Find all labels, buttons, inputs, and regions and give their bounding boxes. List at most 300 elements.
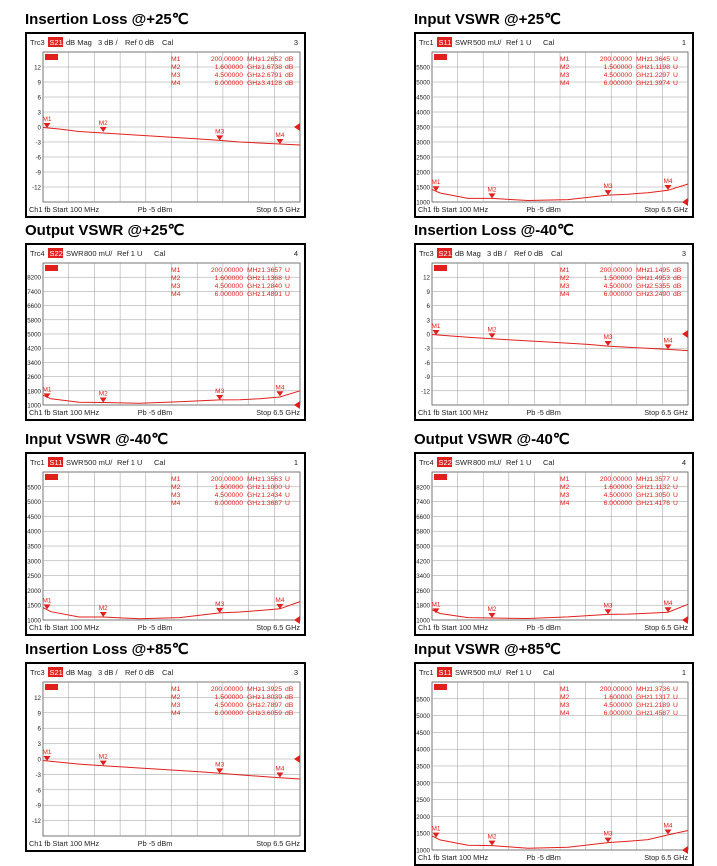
marker-label: M1 [42, 386, 52, 394]
marker-table-vunit: U [285, 267, 290, 274]
y-tick-label: 6600 [27, 303, 41, 311]
scale-label: 3 dB / [98, 668, 118, 677]
marker-table-freq: 1.500000 [603, 64, 632, 71]
marker-table-value: -2.6791 [258, 72, 282, 79]
marker-triangle [605, 190, 612, 195]
marker-table-vunit: U [285, 291, 290, 298]
marker-table-freq: 200.00000 [599, 56, 632, 63]
y-tick-label: 2000 [416, 169, 430, 177]
marker-label: M2 [98, 390, 108, 398]
marker-table-freq: 1.600000 [214, 484, 243, 491]
y-tick-label: 1000 [416, 199, 430, 207]
y-tick-label: 4000 [416, 109, 430, 117]
marker-table-value: 1.2189 [649, 702, 670, 709]
marker-table-vunit: U [285, 476, 290, 483]
marker-table-value: 1.2434 [261, 492, 282, 499]
channel-number: 1 [293, 458, 298, 467]
power-label: Pb -5 dBm [526, 853, 561, 862]
channel-number: 4 [681, 458, 686, 467]
marker-table-freq: 1.600000 [214, 275, 243, 282]
cal-label: Cal [154, 458, 166, 467]
y-tick-label: 3400 [416, 573, 430, 581]
marker-table-value: 1.3687 [261, 500, 282, 507]
marker-table-unit: GHz [247, 484, 261, 491]
marker-triangle [100, 761, 107, 766]
y-tick-label: -12 [421, 388, 430, 396]
marker-table-unit: MHz [247, 56, 261, 63]
trace-label: Trc4 [419, 458, 434, 467]
marker-table-vunit: U [673, 492, 678, 499]
marker-table-vunit: dB [673, 275, 682, 282]
ref-label: Ref 0 dB [125, 668, 155, 677]
y-tick-label: 0 [37, 124, 41, 132]
marker-table-value: 1.3974 [649, 80, 670, 87]
cal-label: Cal [162, 38, 174, 47]
marker-label: M1 [431, 322, 441, 330]
panel-title: Output VSWR @-40℃ [414, 431, 570, 448]
marker-table-vunit: U [285, 484, 290, 491]
marker-table-vunit: U [285, 500, 290, 507]
analyzer-screen [25, 452, 306, 636]
marker-table-vunit: U [673, 56, 678, 63]
y-tick-label: 0 [426, 331, 430, 339]
marker-table-vunit: dB [285, 64, 294, 71]
y-tick-label: 4000 [27, 528, 41, 536]
marker-table-label: M1 [171, 476, 181, 483]
analyzer-screen [25, 662, 306, 852]
y-tick-label: -9 [35, 169, 41, 177]
chart-insertion-loss-m40c [416, 245, 692, 419]
marker-table-value: -2.5355 [646, 283, 670, 290]
param-label: S21 [49, 668, 63, 677]
marker-triangle [216, 608, 223, 613]
marker-table-freq: 200.00000 [210, 686, 243, 693]
marker-table-vunit: dB [285, 56, 294, 63]
marker-table-unit: GHz [247, 500, 261, 507]
y-tick-label: 4500 [416, 94, 430, 102]
marker-table-label: M1 [171, 56, 181, 63]
power-label: Pb -5 dBm [526, 408, 561, 417]
marker-table-freq: 4.500000 [603, 72, 632, 79]
trace-indicator [45, 474, 58, 480]
marker-table-unit: MHz [636, 56, 650, 63]
start-label: Ch1 fb Start 100 MHz [418, 853, 489, 862]
marker-table-unit: GHz [636, 710, 650, 717]
marker-label: M4 [275, 765, 285, 773]
marker-table-vunit: dB [285, 80, 294, 87]
reference-arrow [682, 330, 688, 338]
param-label: S22 [438, 458, 452, 467]
marker-table-value: 1.1198 [649, 64, 670, 71]
marker-table-label: M3 [560, 702, 570, 709]
marker-label: M3 [603, 602, 613, 610]
y-tick-label: 5500 [416, 696, 430, 704]
marker-table-value: 1.1000 [261, 484, 282, 491]
y-tick-label: 5000 [27, 499, 41, 507]
marker-table-label: M3 [171, 72, 181, 79]
marker-triangle [489, 333, 496, 338]
stop-label: Stop 6.5 GHz [256, 408, 300, 417]
marker-table-label: M4 [171, 80, 181, 87]
trace-label: Trc1 [419, 38, 434, 47]
y-tick-label: -6 [35, 154, 41, 162]
y-tick-label: -9 [35, 802, 41, 810]
marker-table-freq: 6.000000 [214, 291, 243, 298]
format-label: SWR [66, 249, 84, 258]
y-tick-label: -6 [35, 787, 41, 795]
trace-label: Trc3 [30, 38, 45, 47]
marker-table-vunit: dB [673, 291, 682, 298]
marker-table-freq: 6.000000 [603, 80, 632, 87]
marker-label: M1 [431, 179, 441, 187]
y-tick-label: 2000 [416, 813, 430, 821]
y-tick-label: 12 [423, 274, 430, 282]
y-tick-label: 1000 [27, 402, 41, 410]
marker-table-freq: 200.00000 [599, 686, 632, 693]
marker-table-freq: 6.000000 [214, 710, 243, 717]
marker-table-value: 1.3736 [649, 686, 670, 693]
y-tick-label: 4200 [416, 558, 430, 566]
marker-table-freq: 6.000000 [603, 710, 632, 717]
y-tick-label: 3000 [416, 139, 430, 147]
trace-indicator [45, 265, 58, 271]
marker-table-unit: MHz [636, 267, 650, 274]
power-label: Pb -5 dBm [137, 839, 173, 848]
trace-indicator [45, 684, 58, 690]
scale-label: 500 mU/ [473, 38, 502, 47]
y-tick-label: -3 [424, 345, 430, 353]
marker-table-unit: GHz [636, 64, 650, 71]
format-label: SWR [455, 458, 473, 467]
marker-table-value: 1.3577 [649, 476, 670, 483]
marker-triangle [100, 612, 107, 617]
marker-label: M2 [487, 326, 497, 334]
marker-label: M2 [98, 120, 108, 127]
y-tick-label: 2500 [416, 797, 430, 805]
marker-triangle [216, 395, 223, 400]
y-tick-label: 5800 [27, 317, 41, 325]
marker-table-unit: GHz [636, 72, 650, 79]
stop-label: Stop 6.5 GHz [644, 205, 688, 214]
marker-table-vunit: dB [285, 710, 294, 717]
y-tick-label: 5000 [416, 543, 430, 551]
reference-arrow [294, 755, 300, 763]
marker-label: M1 [431, 601, 441, 609]
cal-label: Cal [543, 38, 555, 47]
y-tick-label: 3 [37, 109, 41, 117]
marker-table-freq: 200.00000 [210, 476, 243, 483]
marker-triangle [216, 135, 223, 140]
scale-label: 3 dB / [98, 38, 118, 47]
y-tick-label: 1800 [416, 602, 430, 610]
marker-triangle [276, 139, 283, 144]
cal-label: Cal [162, 668, 174, 677]
marker-table-vunit: U [285, 275, 290, 282]
marker-table-unit: GHz [636, 283, 650, 290]
marker-table-label: M3 [171, 283, 181, 290]
marker-label: M4 [275, 384, 285, 392]
marker-table-label: M1 [560, 56, 570, 63]
marker-label: M3 [603, 830, 613, 838]
marker-table-unit: GHz [636, 275, 650, 282]
marker-table-freq: 4.500000 [603, 702, 632, 709]
analyzer-screen [414, 662, 694, 866]
trace-indicator [45, 54, 58, 60]
marker-table-label: M1 [171, 267, 181, 274]
y-tick-label: 3500 [27, 543, 41, 551]
marker-table-label: M3 [560, 72, 570, 79]
marker-table-label: M4 [560, 80, 570, 87]
marker-triangle [665, 830, 672, 835]
ref-label: Ref 1 U [117, 458, 143, 467]
marker-table-unit: GHz [636, 492, 650, 499]
marker-table-vunit: U [673, 80, 678, 87]
marker-table-freq: 1.600000 [603, 484, 632, 491]
marker-table-label: M3 [171, 702, 181, 709]
panel-title: Input VSWR @+85℃ [414, 641, 561, 658]
marker-label: M1 [42, 116, 52, 123]
marker-table-value: 1.3050 [649, 492, 670, 499]
y-tick-label: 3000 [416, 780, 430, 788]
reference-arrow [294, 123, 300, 131]
y-tick-label: 6 [426, 303, 430, 311]
trace-indicator [434, 474, 447, 480]
param-label: S21 [438, 249, 452, 258]
marker-table-value: 1.4587 [649, 710, 670, 717]
format-label: dB Mag [66, 38, 92, 47]
marker-triangle [665, 344, 672, 349]
marker-table-vunit: U [673, 686, 678, 693]
marker-table-freq: 1.500000 [214, 694, 243, 701]
power-label: Pb -5 dBm [137, 205, 173, 214]
marker-table-unit: GHz [636, 702, 650, 709]
channel-number: 3 [293, 38, 298, 47]
marker-table-value: -3.6059 [258, 710, 282, 717]
format-label: SWR [455, 38, 473, 47]
marker-table-value: 1.2840 [261, 283, 282, 290]
marker-table-label: M4 [171, 500, 181, 507]
y-tick-label: 2500 [27, 573, 41, 581]
marker-label: M2 [487, 186, 497, 194]
marker-table-value: 1.1317 [649, 694, 670, 701]
y-tick-label: 1500 [416, 184, 430, 192]
y-tick-label: 7400 [416, 499, 430, 507]
marker-label: M3 [215, 388, 225, 396]
marker-triangle [100, 127, 107, 132]
marker-label: M3 [215, 600, 225, 608]
scale-label: 500 mU/ [84, 458, 113, 467]
marker-table-vunit: U [673, 702, 678, 709]
marker-table-label: M3 [171, 492, 181, 499]
y-tick-label: 1000 [416, 617, 430, 625]
marker-triangle [605, 609, 612, 614]
marker-table-label: M4 [560, 710, 570, 717]
ref-label: Ref 0 dB [125, 38, 155, 47]
marker-table-label: M4 [560, 500, 570, 507]
marker-table-unit: MHz [636, 476, 650, 483]
stop-label: Stop 6.5 GHz [256, 839, 300, 848]
marker-table-value: 1.4891 [261, 291, 282, 298]
marker-table-label: M4 [560, 291, 570, 298]
cal-label: Cal [543, 458, 555, 467]
param-label: S11 [438, 38, 452, 47]
marker-label: M4 [275, 132, 285, 140]
param-label: S11 [49, 458, 63, 467]
y-tick-label: 1800 [27, 388, 41, 396]
marker-table-value: 1.1368 [261, 275, 282, 282]
marker-table-unit: GHz [247, 291, 261, 298]
marker-label: M2 [487, 605, 497, 613]
trace-label: Trc1 [30, 458, 45, 467]
marker-table-value: 1.3645 [649, 56, 670, 63]
y-tick-label: -12 [32, 818, 41, 826]
y-tick-label: 4500 [416, 729, 430, 737]
marker-table-vunit: dB [285, 686, 294, 693]
marker-table-value: -1.4953 [646, 275, 670, 282]
ref-label: Ref 1 U [506, 668, 532, 677]
y-tick-label: -6 [424, 359, 430, 367]
panel-title: Input VSWR @+25℃ [414, 11, 561, 28]
analyzer-screen [414, 452, 694, 636]
marker-label: M4 [663, 337, 673, 345]
chart-input-vswr-m40c [27, 454, 304, 634]
marker-table-freq: 1.600000 [603, 694, 632, 701]
start-label: Ch1 fb Start 100 MHz [418, 408, 489, 417]
marker-label: M3 [215, 761, 225, 769]
marker-table-value: -1.3925 [258, 686, 282, 693]
marker-table-unit: GHz [247, 694, 261, 701]
marker-table-freq: 4.500000 [214, 492, 243, 499]
marker-label: M1 [42, 597, 52, 605]
power-label: Pb -5 dBm [137, 623, 173, 632]
marker-table-value: -1.1495 [646, 267, 670, 274]
start-label: Ch1 fb Start 100 MHz [29, 408, 100, 417]
marker-table-unit: MHz [247, 267, 261, 274]
cal-label: Cal [543, 668, 555, 677]
channel-number: 1 [681, 668, 686, 677]
marker-table-freq: 1.500000 [603, 275, 632, 282]
marker-table-freq: 6.000000 [603, 291, 632, 298]
marker-table-label: M1 [560, 267, 570, 274]
marker-table-freq: 1.600000 [214, 64, 243, 71]
marker-label: M1 [431, 825, 441, 833]
param-label: S22 [49, 249, 63, 258]
marker-label: M2 [98, 605, 108, 613]
marker-table-value: -1.2652 [258, 56, 282, 63]
y-tick-label: 3 [426, 317, 430, 325]
trace-label: Trc4 [30, 249, 45, 258]
format-label: SWR [455, 668, 473, 677]
marker-table-unit: GHz [636, 500, 650, 507]
y-tick-label: 5000 [416, 713, 430, 721]
marker-label: M4 [275, 597, 285, 605]
marker-table-label: M2 [560, 694, 570, 701]
panel-title: Insertion Loss @+85℃ [25, 641, 189, 658]
marker-label: M3 [603, 334, 613, 342]
marker-table-value: -1.6738 [258, 64, 282, 71]
start-label: Ch1 fb Start 100 MHz [418, 205, 489, 214]
marker-table-freq: 6.000000 [214, 500, 243, 507]
start-label: Ch1 fb Start 100 MHz [29, 839, 100, 848]
marker-triangle [276, 773, 283, 778]
marker-table-unit: GHz [636, 291, 650, 298]
marker-triangle [216, 768, 223, 773]
marker-label: M3 [215, 128, 225, 136]
marker-table-value: -2.7897 [258, 702, 282, 709]
marker-table-vunit: dB [285, 702, 294, 709]
y-tick-label: 12 [34, 694, 41, 702]
y-tick-label: 5000 [416, 79, 430, 87]
start-label: Ch1 fb Start 100 MHz [418, 623, 489, 632]
marker-table-label: M2 [171, 64, 181, 71]
marker-table-vunit: U [673, 72, 678, 79]
analyzer-screen [25, 243, 306, 421]
marker-table-vunit: U [673, 476, 678, 483]
marker-triangle [489, 613, 496, 618]
marker-table-freq: 200.00000 [210, 56, 243, 63]
marker-label: M2 [98, 753, 108, 761]
y-tick-label: 4500 [27, 513, 41, 521]
panel-title: Insertion Loss @-40℃ [414, 222, 574, 239]
trace-label: Trc3 [419, 249, 434, 258]
marker-table-vunit: dB [673, 267, 682, 274]
y-tick-label: 1500 [416, 830, 430, 838]
chart-insertion-loss-25c [27, 34, 304, 216]
marker-table-value: 1.2297 [649, 72, 670, 79]
marker-label: M4 [663, 178, 673, 185]
marker-triangle [100, 398, 107, 403]
marker-table-label: M3 [560, 283, 570, 290]
y-tick-label: 5500 [27, 484, 41, 492]
chart-input-vswr-25c [416, 34, 692, 216]
y-tick-label: 2600 [416, 587, 430, 595]
marker-triangle [489, 841, 496, 846]
marker-table-freq: 4.500000 [603, 492, 632, 499]
format-label: dB Mag [455, 249, 481, 258]
format-label: dB Mag [66, 668, 92, 677]
stop-label: Stop 6.5 GHz [644, 853, 688, 862]
stop-label: Stop 6.5 GHz [256, 205, 300, 214]
chart-insertion-loss-85c [27, 664, 304, 850]
marker-table-freq: 200.00000 [599, 476, 632, 483]
y-tick-label: 6600 [416, 513, 430, 521]
marker-label: M4 [663, 822, 673, 830]
y-tick-label: -3 [35, 771, 41, 779]
y-tick-label: 5800 [416, 528, 430, 536]
marker-table-value: -1.8039 [258, 694, 282, 701]
y-tick-label: 9 [426, 288, 430, 296]
y-tick-label: 6 [37, 94, 41, 102]
marker-table-unit: MHz [636, 686, 650, 693]
marker-table-freq: 4.500000 [603, 283, 632, 290]
marker-triangle [605, 838, 612, 843]
y-tick-label: 1000 [416, 847, 430, 855]
y-tick-label: 1500 [27, 602, 41, 610]
marker-table-unit: GHz [247, 492, 261, 499]
marker-table-value: -3.4128 [258, 80, 282, 87]
marker-table-unit: GHz [247, 275, 261, 282]
marker-table-value: -3.2490 [646, 291, 670, 298]
marker-table-freq: 6.000000 [603, 500, 632, 507]
trace-indicator [434, 684, 447, 690]
y-tick-label: 0 [37, 756, 41, 764]
marker-table-label: M1 [560, 686, 570, 693]
y-tick-label: -12 [32, 184, 41, 192]
marker-triangle [605, 341, 612, 346]
marker-table-label: M2 [560, 64, 570, 71]
marker-label: M2 [487, 833, 497, 841]
scale-label: 500 mU/ [473, 668, 502, 677]
